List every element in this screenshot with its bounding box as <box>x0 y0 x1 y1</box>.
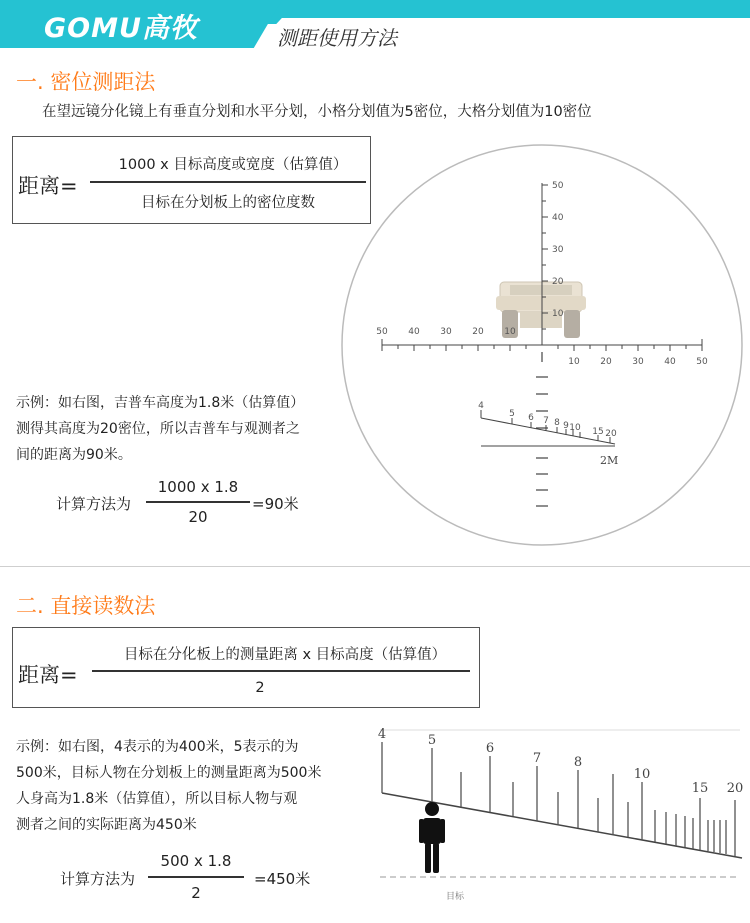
formula1-fraction-line <box>90 181 366 183</box>
direct-reading-figure <box>372 718 750 918</box>
calc2-denominator: 2 <box>191 884 201 902</box>
h-tick-right-30: 30 <box>632 357 644 367</box>
calc1-label: 计算方法为 <box>56 495 132 513</box>
range-unit-2m: 2M <box>600 454 619 467</box>
scale-label-10: 10 <box>633 767 651 782</box>
scale-label-20: 20 <box>726 781 744 796</box>
h-tick-right-50: 50 <box>696 357 708 367</box>
h-tick-right-20: 20 <box>600 357 612 367</box>
formula2-label: 距离= <box>18 663 78 687</box>
h-tick-left-50: 50 <box>376 327 388 337</box>
scale-label-5: 5 <box>427 733 437 748</box>
calc1-fraction-line <box>146 501 250 503</box>
brand-logo: GOMU高牧 <box>44 13 198 44</box>
page-title: 测距使用方法 <box>277 26 397 50</box>
example2-line4: 测者之间的实际距离为450米 <box>16 817 197 833</box>
scale-label-8: 8 <box>573 755 583 770</box>
example2-line2: 500米，目标人物在分划板上的测量距离为500米 <box>16 765 322 781</box>
scale-label-7: 7 <box>532 751 542 766</box>
formula2-numerator: 目标在分化板上的测量距离 x 目标高度（估算值） <box>123 647 447 663</box>
scale-label-6: 6 <box>485 741 495 756</box>
calc2-fraction-line <box>148 876 244 878</box>
calc1-result: =90米 <box>252 495 299 513</box>
range-label-10: 10 <box>569 423 581 433</box>
h-tick-left-10: 10 <box>504 327 516 337</box>
example1-line2: 测得其高度为20密位，所以吉普车与观测者之 <box>16 421 300 437</box>
calc2-result: =450米 <box>254 870 311 888</box>
range-label-6: 6 <box>528 413 534 423</box>
h-tick-left-30: 30 <box>440 327 452 337</box>
calc1-numerator: 1000 x 1.8 <box>157 478 239 496</box>
formula1-denominator: 目标在分划板上的密位度数 <box>141 195 315 211</box>
example2-line1: 示例：如右图，4表示的为400米，5表示的为 <box>16 739 299 755</box>
calc1-denominator: 20 <box>188 508 208 526</box>
v-tick-30: 30 <box>552 245 564 255</box>
h-tick-left-20: 20 <box>472 327 484 337</box>
formula2-denominator: 2 <box>255 680 265 696</box>
example1-line3: 间的距离为90米。 <box>16 447 132 463</box>
h-tick-left-40: 40 <box>408 327 420 337</box>
calc2-label: 计算方法为 <box>60 870 136 888</box>
range-label-9: 9 <box>563 421 569 431</box>
range-label-15: 15 <box>592 427 604 437</box>
h-tick-right-40: 40 <box>664 357 676 367</box>
calc2-numerator: 500 x 1.8 <box>160 852 232 870</box>
range-label-8: 8 <box>554 418 560 428</box>
example1-line1: 示例：如右图，吉普车高度为1.8米（估算值） <box>16 395 305 411</box>
formula2-fraction-line <box>92 670 470 672</box>
formula1-numerator: 1000 x 目标高度或宽度（估算值） <box>118 157 348 173</box>
reticle-figure <box>340 140 750 550</box>
range-label-4: 4 <box>478 401 484 411</box>
range-label-20: 20 <box>605 429 617 439</box>
v-tick-10: 10 <box>552 309 564 319</box>
section1-title: 一. 密位测距法 <box>16 70 156 94</box>
section1-intro: 在望远镜分化镜上有垂直分划和水平分划，小格分划值为5密位，大格分划值为10密位 <box>42 104 592 120</box>
v-tick-50: 50 <box>552 181 564 191</box>
example2-line3: 人身高为1.8米（估算值），所以目标人物与观 <box>16 791 298 807</box>
h-tick-right-10: 10 <box>568 357 580 367</box>
scale-label-4: 4 <box>377 727 387 742</box>
person-icon <box>419 802 445 873</box>
figure-caption: 目标 <box>446 892 465 902</box>
section2-title: 二. 直接读数法 <box>16 594 156 618</box>
v-tick-20: 20 <box>552 277 564 287</box>
scale-label-15: 15 <box>691 781 709 796</box>
formula1-label: 距离= <box>18 174 78 198</box>
section-divider <box>0 566 750 567</box>
v-tick-40: 40 <box>552 213 564 223</box>
range-label-7: 7 <box>543 416 549 426</box>
range-label-5: 5 <box>509 409 515 419</box>
